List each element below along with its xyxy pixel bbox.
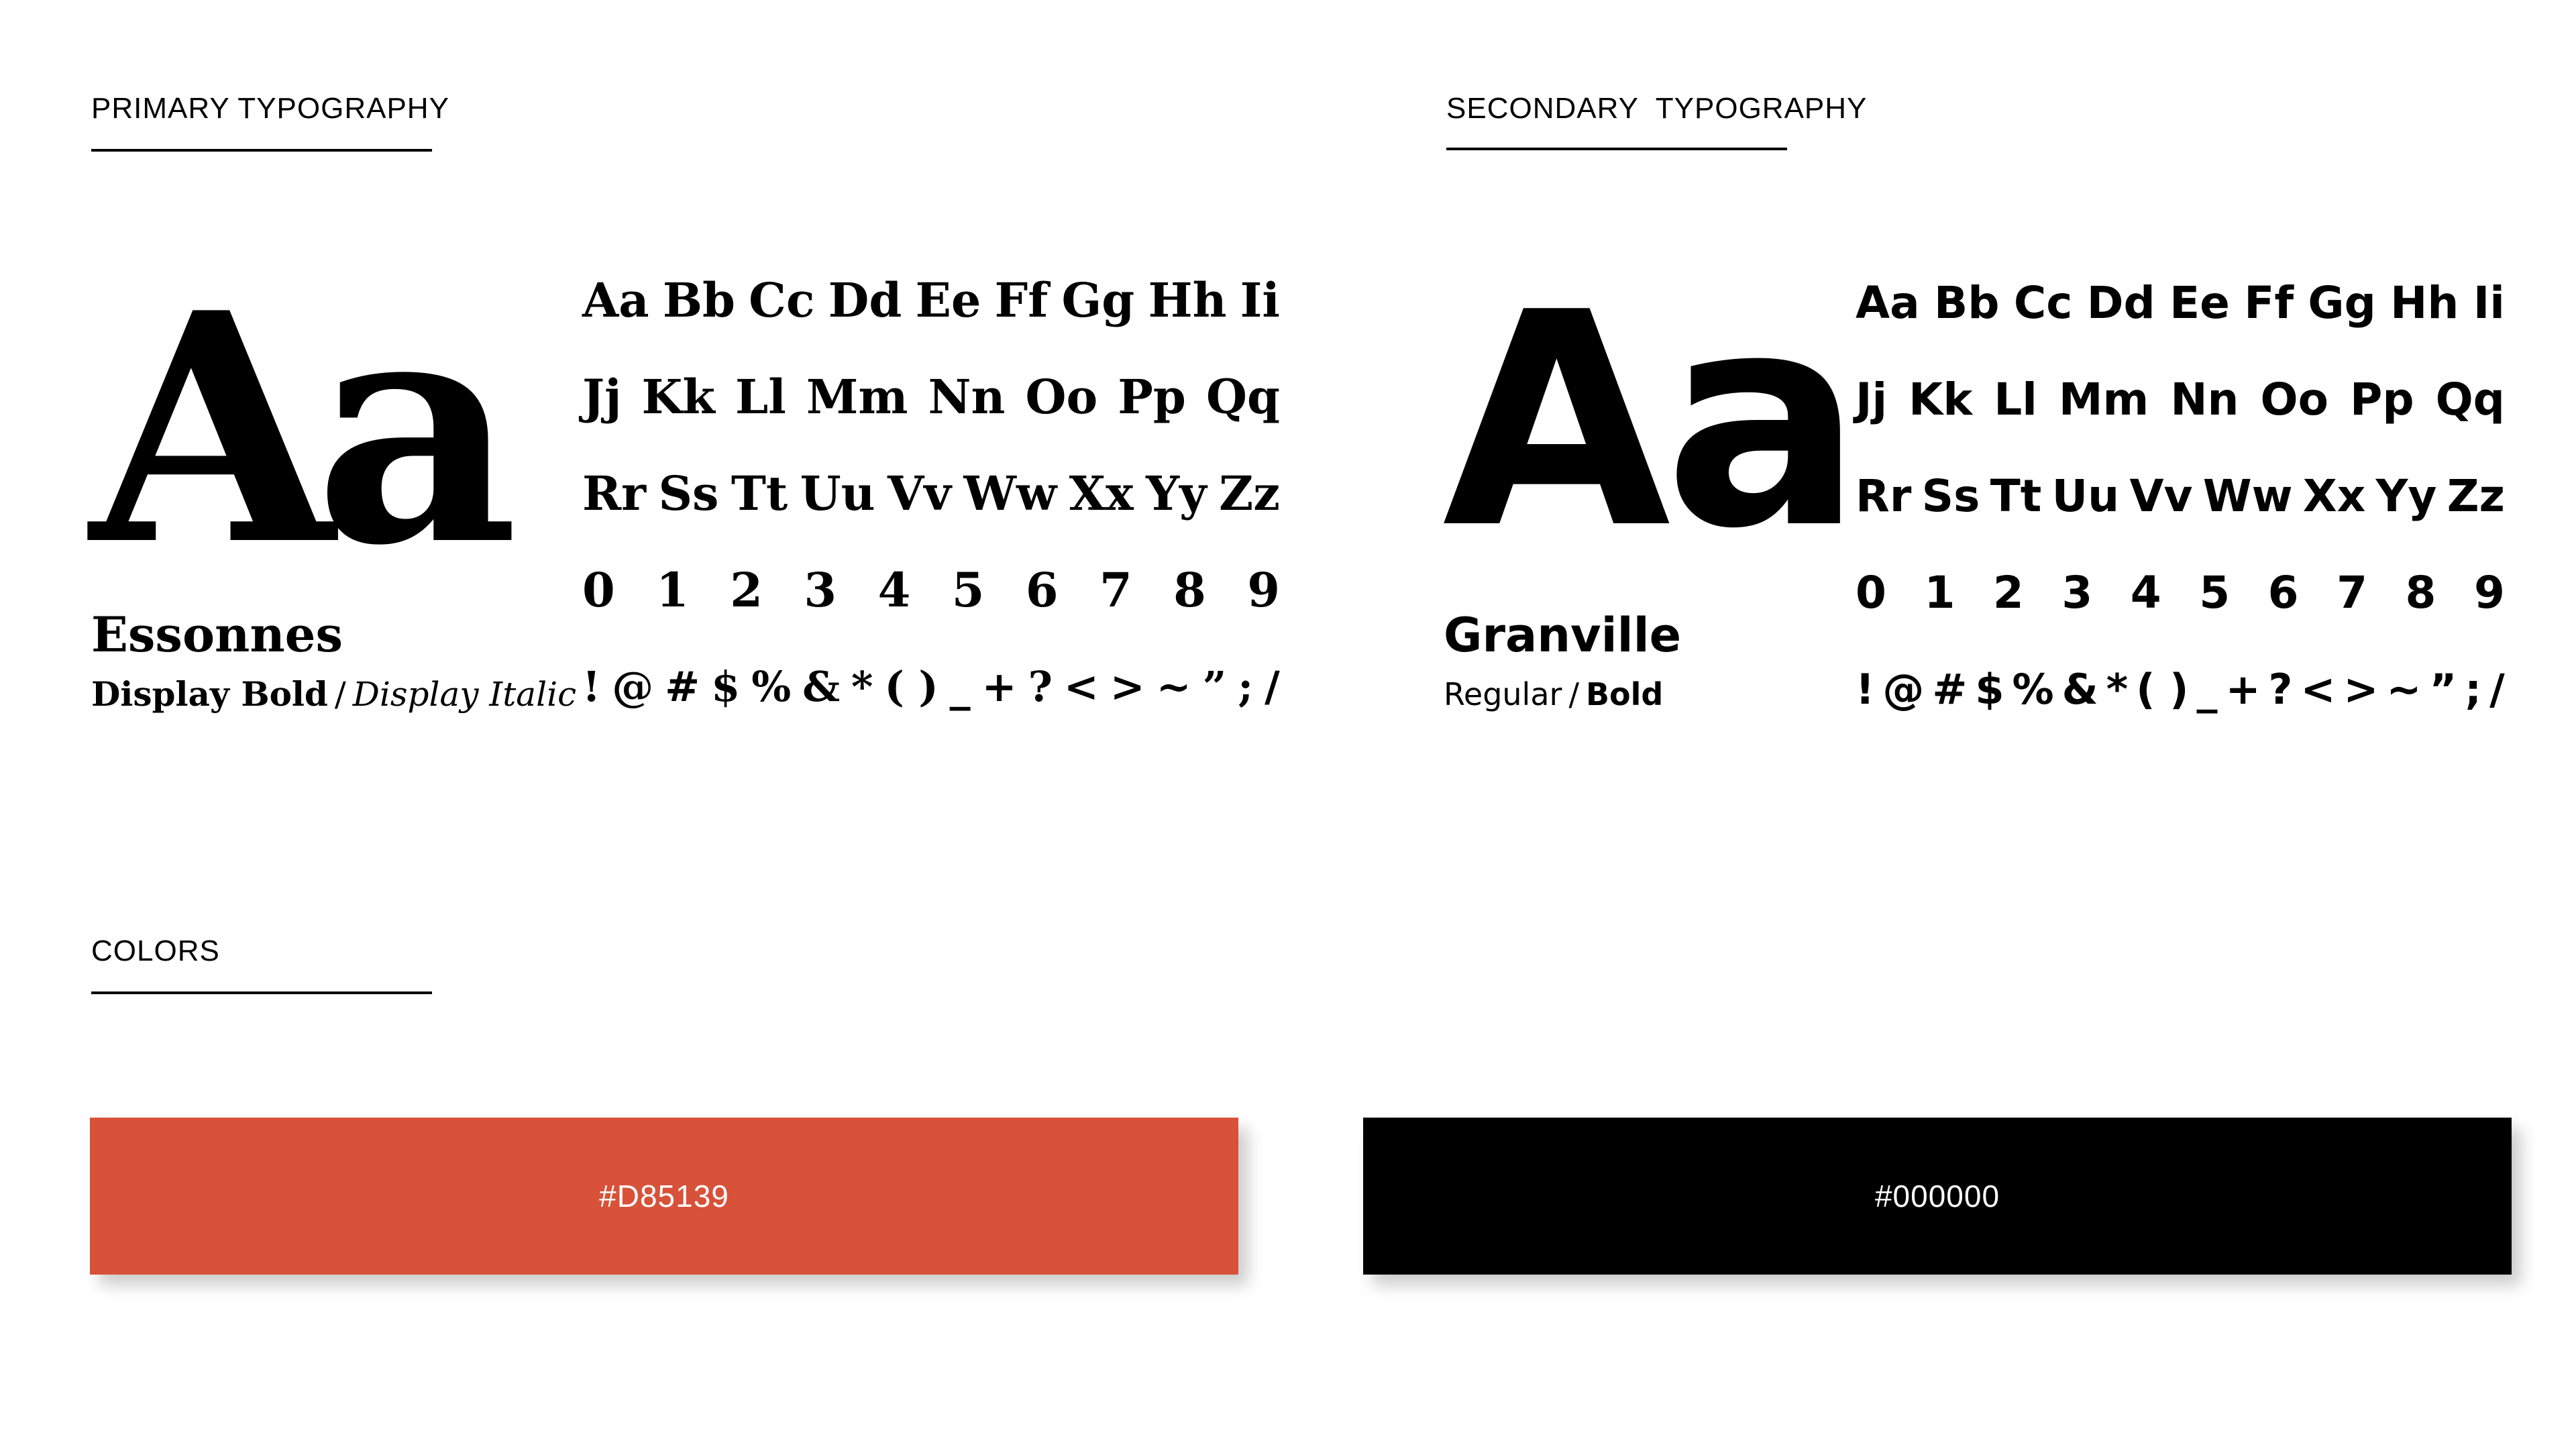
primary-style-bold: Display Bold [91, 674, 328, 714]
primary-glyph: Hh [1148, 272, 1227, 328]
primary-glyph: Yy [1146, 466, 1207, 521]
primary-char-row [582, 460, 1280, 557]
secondary-glyph: ? [2268, 665, 2293, 714]
primary-heading-rule [91, 149, 432, 152]
secondary-character-set [1856, 270, 2505, 753]
colors-heading-rule [91, 991, 432, 994]
primary-glyph: 5 [951, 562, 985, 618]
primary-glyph: Bb [662, 272, 735, 328]
primary-glyph: Rr [582, 466, 647, 521]
primary-style-separator: / [334, 675, 346, 714]
secondary-char-row [1856, 559, 2505, 656]
primary-glyph: Qq [1205, 369, 1280, 425]
secondary-glyph: 5 [2199, 567, 2231, 619]
primary-glyph: Ii [1240, 272, 1280, 328]
secondary-glyph: 6 [2267, 567, 2299, 619]
secondary-glyph: 2 [1992, 567, 2024, 619]
secondary-glyph: & [2061, 665, 2098, 714]
secondary-glyph: Pp [2349, 374, 2414, 425]
secondary-glyph: Jj [1856, 374, 1888, 425]
primary-glyph: ( ) [884, 662, 938, 711]
primary-char-row [582, 653, 1280, 750]
secondary-glyph: Oo [2260, 374, 2328, 425]
secondary-heading-rule [1446, 148, 1787, 150]
primary-glyph: Ww [963, 466, 1057, 521]
secondary-glyph: / [2489, 665, 2505, 714]
primary-glyph: Tt [731, 466, 788, 521]
primary-glyph: + [981, 662, 1017, 711]
secondary-glyph: Ww [2202, 470, 2293, 522]
primary-char-row [582, 267, 1280, 364]
primary-glyph: @ [612, 662, 654, 711]
secondary-glyph: 9 [2473, 567, 2505, 619]
primary-glyph: 1 [656, 562, 689, 618]
secondary-glyph: Uu [2051, 470, 2120, 522]
primary-glyph: $ [711, 662, 741, 711]
secondary-glyph: 1 [1924, 567, 1955, 619]
primary-glyph: ” [1202, 662, 1227, 711]
primary-glyph: Jj [582, 369, 622, 425]
secondary-glyph: Xx [2302, 470, 2366, 522]
secondary-style-bold: Bold [1585, 676, 1664, 712]
secondary-glyph: 0 [1856, 567, 1886, 619]
primary-glyph: 3 [804, 562, 837, 618]
secondary-glyph: ~ [2386, 665, 2422, 714]
primary-glyph: 7 [1099, 562, 1132, 618]
secondary-glyph: ” [2429, 665, 2457, 714]
primary-glyph: ! [582, 662, 601, 711]
secondary-glyph: Nn [2170, 374, 2239, 425]
secondary-style-separator: / [1568, 676, 1579, 712]
primary-font-styles [91, 674, 577, 714]
primary-glyph: < [1063, 662, 1099, 711]
secondary-glyph: + [2225, 665, 2261, 714]
primary-glyph: 4 [877, 562, 911, 618]
secondary-glyph: Ii [2473, 277, 2505, 329]
primary-glyph: ? [1028, 662, 1053, 711]
primary-glyph: 2 [730, 562, 763, 618]
primary-char-row [582, 557, 1280, 653]
primary-glyph: * [851, 662, 873, 711]
secondary-font-styles [1444, 676, 1664, 712]
secondary-specimen-glyphs: Aa [1442, 250, 1857, 593]
color-swatch-accent-label: #D85139 [599, 1179, 729, 1214]
secondary-glyph: Ff [2244, 277, 2294, 329]
secondary-char-row [1856, 656, 2505, 753]
secondary-typography-heading: SECONDARY TYPOGRAPHY [1446, 92, 1868, 125]
primary-glyph: ~ [1156, 662, 1191, 711]
color-swatch-black-label: #000000 [1874, 1179, 2000, 1214]
primary-glyph: Ss [658, 466, 719, 521]
secondary-glyph: _ [2196, 665, 2218, 714]
primary-glyph: Mm [806, 369, 908, 425]
primary-char-row [582, 364, 1280, 460]
secondary-glyph: 3 [2061, 567, 2093, 619]
secondary-glyph: Zz [2447, 470, 2505, 522]
secondary-glyph: Qq [2435, 374, 2505, 425]
secondary-glyph: Tt [1990, 470, 2042, 522]
secondary-glyph: Cc [2013, 277, 2073, 329]
primary-glyph: 8 [1173, 562, 1206, 618]
secondary-glyph: * [2106, 665, 2129, 714]
secondary-glyph: > [2343, 665, 2379, 714]
secondary-glyph: < [2300, 665, 2336, 714]
secondary-glyph: 4 [2130, 567, 2161, 619]
color-swatch-accent [90, 1118, 1238, 1275]
primary-glyph: Ll [735, 369, 786, 425]
primary-glyph: # [665, 662, 700, 711]
secondary-glyph: Ll [1994, 374, 2037, 425]
primary-glyph: Cc [749, 272, 815, 328]
secondary-char-row [1856, 270, 2505, 366]
primary-glyph: 6 [1025, 562, 1059, 618]
primary-glyph: Zz [1219, 466, 1280, 521]
primary-character-set [582, 267, 1280, 750]
primary-glyph: & [802, 662, 841, 711]
primary-glyph: Gg [1061, 272, 1135, 328]
secondary-glyph: Vv [2129, 470, 2193, 522]
primary-glyph: Nn [928, 369, 1006, 425]
secondary-glyph: Kk [1909, 374, 1973, 425]
primary-glyph: Ff [994, 272, 1049, 328]
primary-glyph: / [1265, 662, 1280, 711]
secondary-font-name: Granville [1444, 608, 1682, 663]
secondary-char-row [1856, 366, 2505, 463]
primary-style-italic: Display Italic [352, 675, 577, 714]
secondary-glyph: Ss [1921, 470, 1980, 522]
primary-typography-heading: PRIMARY TYPOGRAPHY [91, 92, 449, 125]
secondary-glyph: Ee [2169, 277, 2230, 329]
secondary-char-row [1856, 463, 2505, 559]
secondary-glyph: % [2012, 665, 2054, 714]
secondary-glyph: Aa [1856, 277, 1920, 329]
secondary-glyph: ! [1856, 665, 1875, 714]
primary-glyph: Vv [887, 466, 951, 521]
primary-glyph: Pp [1118, 369, 1186, 425]
secondary-glyph: Hh [2390, 277, 2459, 329]
secondary-glyph: 8 [2405, 567, 2436, 619]
primary-glyph: Uu [800, 466, 875, 521]
primary-glyph: Dd [828, 272, 902, 328]
primary-glyph: Xx [1069, 466, 1134, 521]
primary-glyph: ; [1238, 662, 1254, 711]
secondary-glyph: Gg [2308, 277, 2376, 329]
secondary-glyph: 7 [2337, 567, 2367, 619]
secondary-glyph: ; [2465, 665, 2482, 714]
primary-specimen-glyphs: Aa [90, 244, 499, 614]
secondary-glyph: Bb [1933, 277, 2000, 329]
color-swatch-black [1363, 1118, 2512, 1275]
primary-font-name: Essonnes [91, 606, 343, 663]
secondary-glyph: $ [1975, 665, 2004, 714]
primary-glyph: 9 [1247, 562, 1280, 618]
primary-glyph: > [1110, 662, 1145, 711]
primary-glyph: 0 [582, 562, 615, 618]
primary-glyph: Oo [1025, 369, 1098, 425]
secondary-glyph: Rr [1856, 470, 1912, 522]
primary-glyph: % [751, 662, 792, 711]
secondary-glyph: ( ) [2136, 665, 2189, 714]
primary-glyph: Aa [582, 272, 649, 328]
primary-glyph: Kk [641, 369, 715, 425]
primary-glyph: Ee [915, 272, 981, 328]
secondary-glyph: Mm [2058, 374, 2149, 425]
secondary-glyph: Yy [2375, 470, 2437, 522]
secondary-glyph: @ [1882, 665, 1925, 714]
primary-glyph: _ [949, 662, 971, 711]
secondary-style-regular: Regular [1444, 676, 1562, 712]
secondary-glyph: Dd [2086, 277, 2155, 329]
secondary-glyph: # [1932, 665, 1968, 714]
colors-heading: COLORS [91, 934, 220, 967]
